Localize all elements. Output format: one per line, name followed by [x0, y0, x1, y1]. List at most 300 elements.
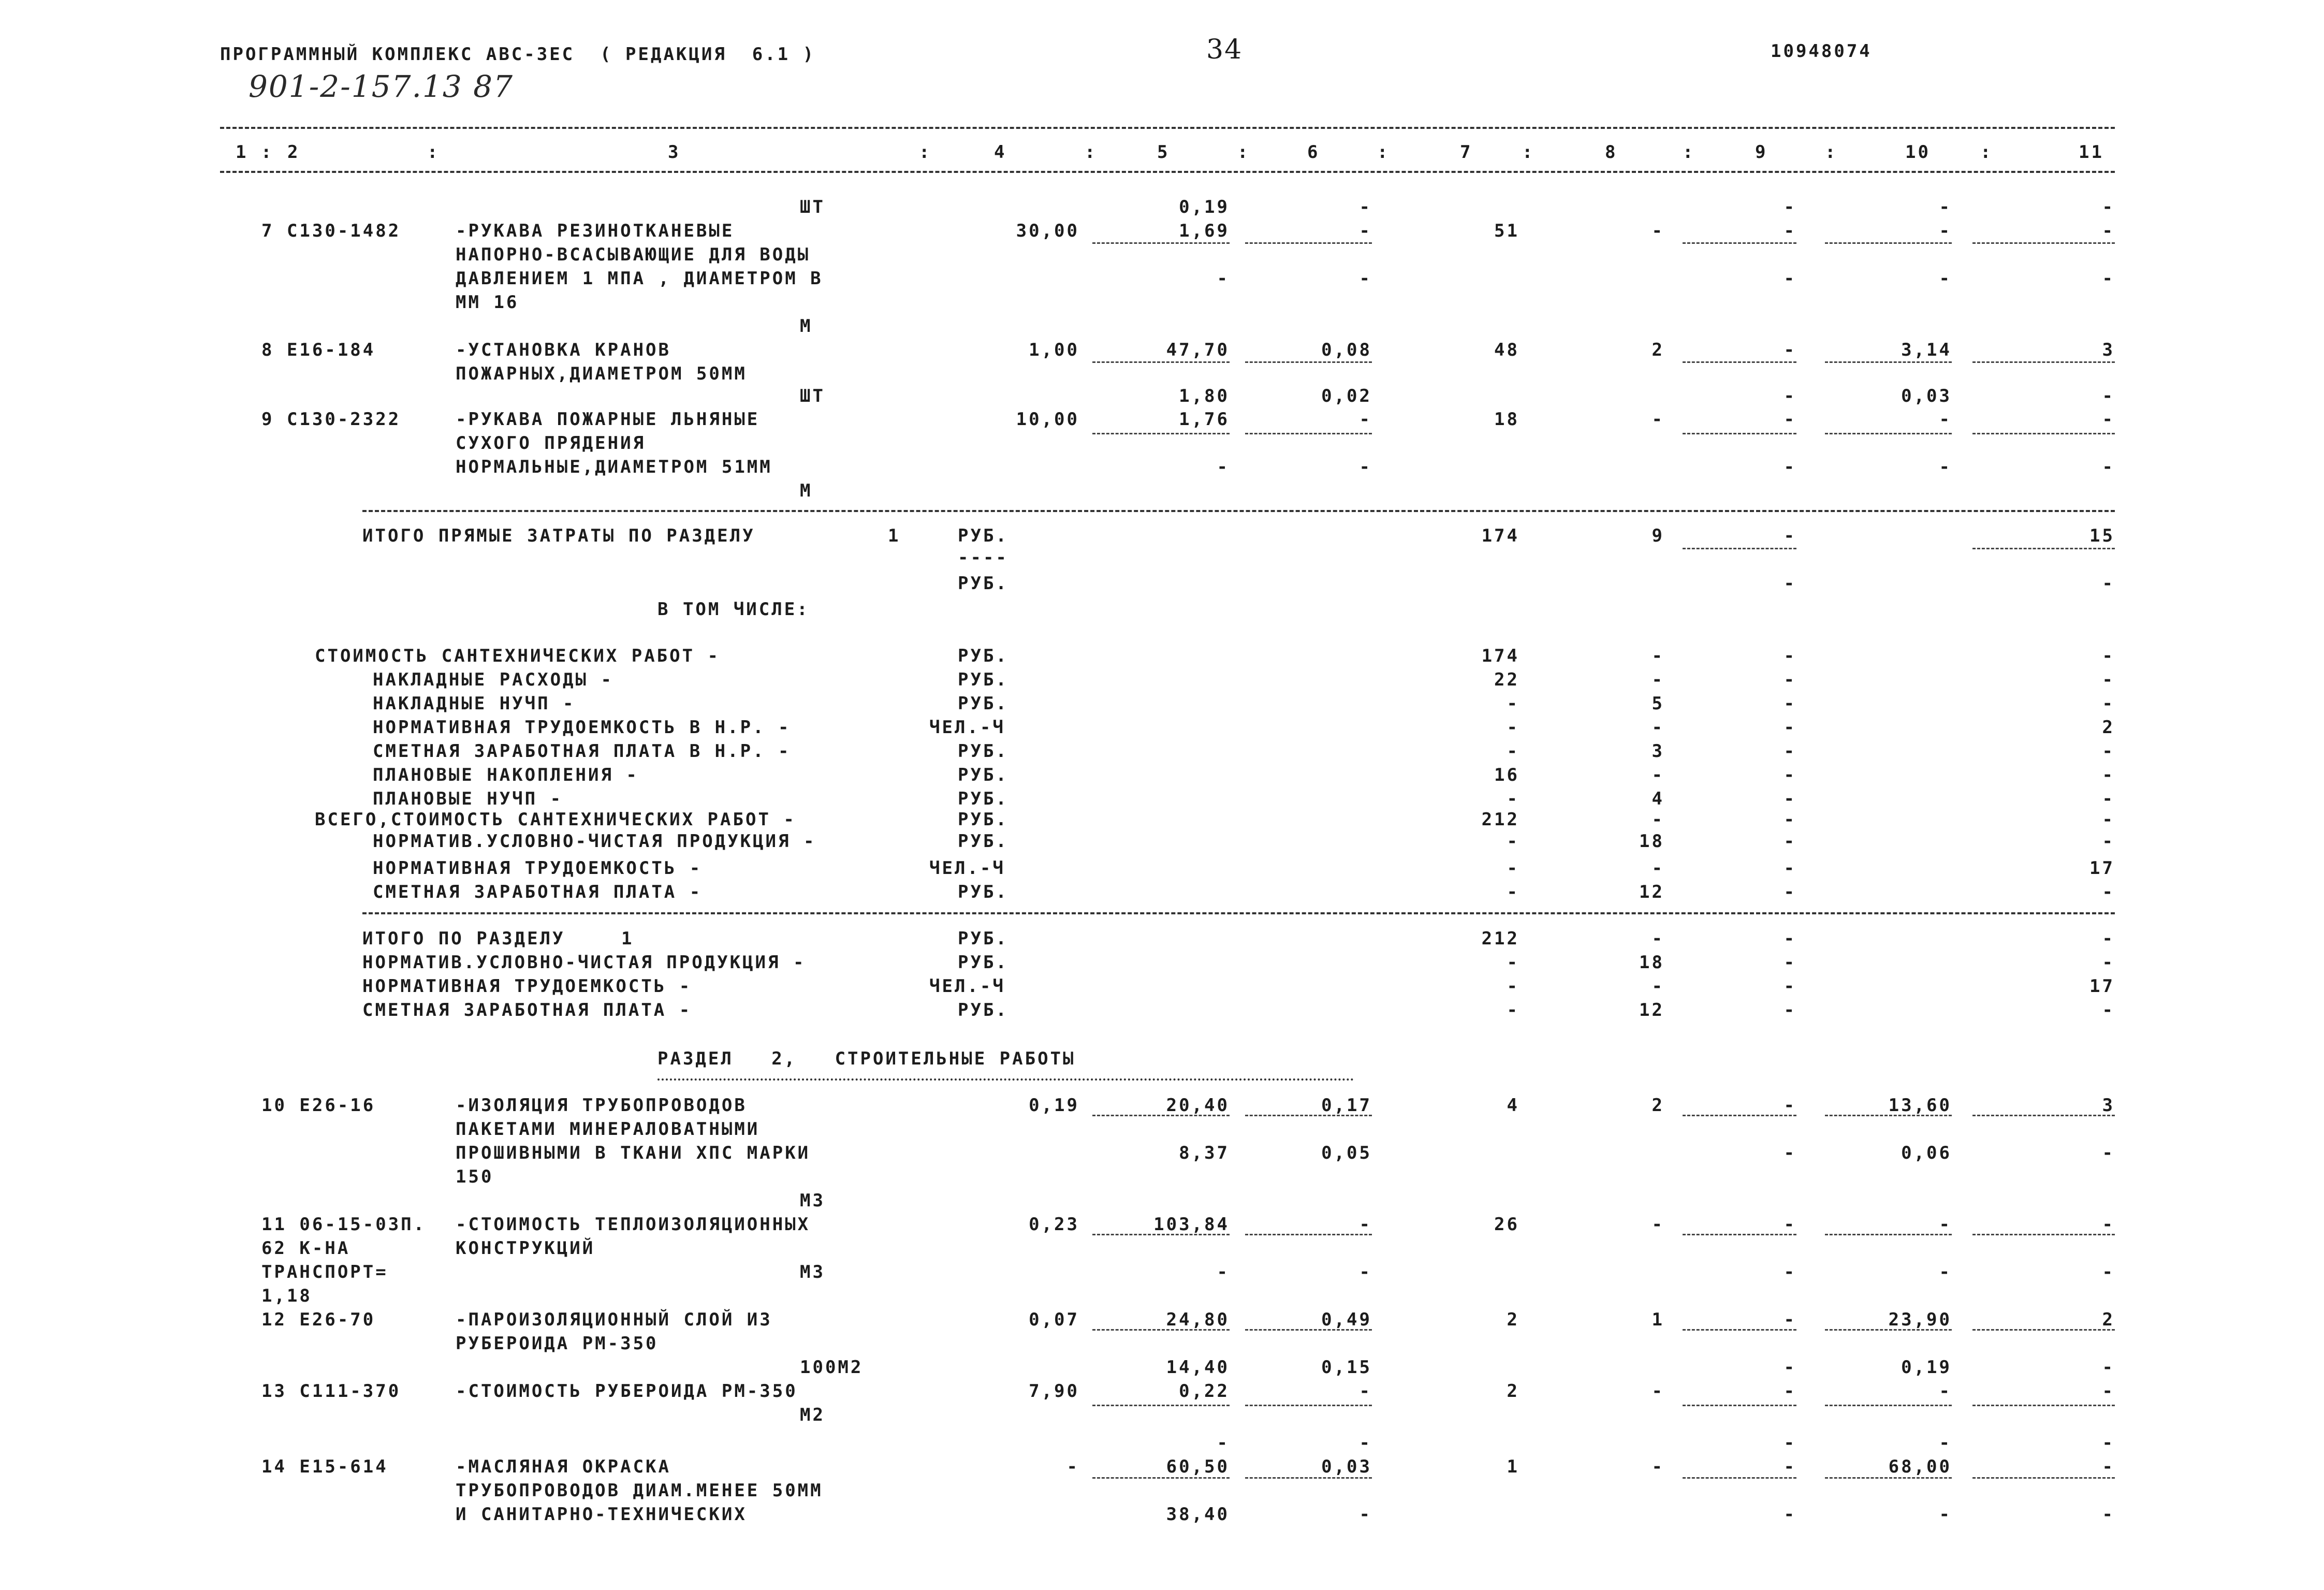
breakdown-3-c9: -: [1784, 717, 1796, 738]
column-header-2: :: [427, 142, 440, 163]
section-total-2-c8: -: [1651, 976, 1664, 997]
breakdown-5-c7: 16: [1494, 765, 1519, 785]
row-11-c5: -: [1217, 457, 1230, 477]
section-total-1-c7: -: [1507, 952, 1519, 973]
sub-rule-28: [1245, 1329, 1372, 1331]
sub-rule-39: [1683, 1477, 1796, 1479]
breakdown-0-c9: -: [1784, 646, 1796, 666]
section-total-unit-3: РУБ.: [958, 1000, 1008, 1020]
row2-15-c6: 0,03: [1321, 1456, 1372, 1477]
row-9-c8: -: [1651, 409, 1664, 430]
row-3-c5: -: [1217, 268, 1230, 289]
section-total-0-c7: 212: [1481, 928, 1519, 949]
row2-code-15: 14 Е15-614: [261, 1456, 388, 1477]
section-total-0-c9: -: [1784, 928, 1796, 949]
section-2-underline: [657, 1078, 1354, 1081]
row-desc-10: СУХОГО ПРЯДЕНИЯ: [456, 433, 646, 454]
column-header-13: 8: [1605, 142, 1618, 163]
row-0-c9: -: [1784, 197, 1796, 217]
section-total-1-c8: 18: [1639, 952, 1664, 973]
row2-17-c10: -: [1939, 1504, 1952, 1525]
breakdown-label-0: СТОИМОСТЬ САНТЕХНИЧЕСКИХ РАБОТ -: [315, 646, 721, 666]
row-unit-8: ШТ: [800, 386, 825, 406]
row2-2-c10: 0,06: [1901, 1143, 1952, 1163]
breakdown-2-c8: 5: [1651, 693, 1664, 714]
breakdown-4-c7: -: [1507, 741, 1519, 762]
column-header-3: 3: [668, 142, 681, 163]
row2-code-5: 11 06-15-03П.: [261, 1214, 427, 1235]
sub-rule-20: [1825, 1115, 1952, 1116]
row-desc-2: НАПОРНО-ВСАСЫВАЮЩИЕ ДЛЯ ВОДЫ: [456, 244, 811, 265]
row-6-c5: 47,70: [1166, 340, 1230, 360]
totals-label-0: ИТОГО ПРЯМЫЕ ЗАТРАТЫ ПО РАЗДЕЛУ: [362, 526, 755, 546]
row2-5-c5: 103,84: [1153, 1214, 1230, 1235]
row2-12-c11: -: [2102, 1381, 2115, 1402]
row-9-c4: 10,00: [1016, 409, 1079, 430]
column-header-1: 2: [287, 142, 300, 163]
row-0-c5: 0,19: [1179, 197, 1230, 217]
column-header-8: :: [1237, 142, 1250, 163]
row2-14-c6: -: [1359, 1433, 1372, 1453]
breakdown-10-c9: -: [1784, 882, 1796, 902]
row2-5-c10: -: [1939, 1214, 1952, 1235]
section-total-num-0: 1: [621, 928, 634, 949]
row-1-c7: 51: [1494, 221, 1519, 241]
row2-14-c10: -: [1939, 1433, 1952, 1453]
row2-unit-4: М3: [800, 1190, 825, 1211]
breakdown-unit-4: РУБ.: [958, 741, 1008, 762]
sub-rule-4: [1972, 242, 2115, 244]
row2-17-c5: 38,40: [1166, 1504, 1230, 1525]
breakdown-unit-3: ЧЕЛ.-Ч: [929, 717, 1005, 738]
column-header-19: 11: [2079, 142, 2104, 163]
breakdown-label-10: СМЕТНАЯ ЗАРАБОТНАЯ ПЛАТА -: [373, 882, 703, 902]
row2-14-c9: -: [1784, 1433, 1796, 1453]
sub-rule-35: [1825, 1405, 1952, 1406]
row2-15-c9: -: [1784, 1456, 1796, 1477]
table-header-rule: [220, 171, 2115, 173]
row-6-c10: 3,14: [1901, 340, 1952, 360]
breakdown-7-c9: -: [1784, 809, 1796, 830]
sub-rule-41: [1972, 1477, 2115, 1479]
row-3-c10: -: [1939, 268, 1952, 289]
sub-rule-17: [1092, 1115, 1230, 1116]
sub-rule-24: [1683, 1234, 1796, 1235]
breakdown-1-c7: 22: [1494, 669, 1519, 690]
row2-desc-15: -МАСЛЯНАЯ ОКРАСКА: [456, 1456, 671, 1477]
row-6-c7: 48: [1494, 340, 1519, 360]
row-code-1: 7 С130-1482: [261, 221, 401, 241]
column-header-9: 6: [1307, 142, 1320, 163]
row-9-c5: 1,76: [1179, 409, 1230, 430]
breakdown-unit-10: РУБ.: [958, 882, 1008, 902]
breakdown-label-9: НОРМАТИВНАЯ ТРУДОЕМКОСТЬ -: [373, 858, 703, 879]
breakdown-1-c11: -: [2102, 669, 2115, 690]
breakdown-10-c7: -: [1507, 882, 1519, 902]
sub-rule-11: [1245, 433, 1372, 434]
row2-9-c8: 1: [1651, 1309, 1664, 1330]
row2-12-c9: -: [1784, 1381, 1796, 1402]
breakdown-2-c9: -: [1784, 693, 1796, 714]
section-total-3-c8: 12: [1639, 1000, 1664, 1020]
section-total-label-3: СМЕТНАЯ ЗАРАБОТНАЯ ПЛАТА -: [362, 1000, 692, 1020]
sub-rule-37: [1092, 1477, 1230, 1479]
totals-rule: [362, 510, 2115, 512]
section-total-unit-0: РУБ.: [958, 928, 1008, 949]
breakdown-unit-1: РУБ.: [958, 669, 1008, 690]
breakdown-unit-6: РУБ.: [958, 789, 1008, 809]
column-header-6: :: [1085, 142, 1098, 163]
row-desc-1: -РУКАВА РЕЗИНОТКАНЕВЫЕ: [456, 221, 735, 241]
row-6-c8: 2: [1651, 340, 1664, 360]
section-total-2-c9: -: [1784, 976, 1796, 997]
sub-rule-21: [1972, 1115, 2115, 1116]
row2-desc-1: ПАКЕТАМИ МИНЕРАЛОВАТНЫМИ: [456, 1119, 760, 1140]
breakdown-8-c9: -: [1784, 831, 1796, 852]
breakdown-label-4: СМЕТНАЯ ЗАРАБОТНАЯ ПЛАТА В Н.Р. -: [373, 741, 791, 762]
sub-rule-27: [1092, 1329, 1230, 1331]
totals-2-c9: -: [1784, 573, 1796, 594]
section-total-0-c11: -: [2102, 928, 2115, 949]
row-0-c10: -: [1939, 197, 1952, 217]
row-11-c6: -: [1359, 457, 1372, 477]
row2-unit-13: М2: [800, 1405, 825, 1425]
breakdown-6-c7: -: [1507, 789, 1519, 809]
section-total-1-c11: -: [2102, 952, 2115, 973]
row2-2-c5: 8,37: [1179, 1143, 1230, 1163]
column-header-0: 1 :: [236, 142, 274, 163]
sub-rule-36: [1972, 1405, 2115, 1406]
row2-11-c9: -: [1784, 1357, 1796, 1378]
breakdown-4-c11: -: [2102, 741, 2115, 762]
row-unit-5: М: [800, 316, 813, 337]
row-11-c10: -: [1939, 457, 1952, 477]
row2-5-c6: -: [1359, 1214, 1372, 1235]
row2-5-c4: 0,23: [1029, 1214, 1079, 1235]
row2-desc-3: 150: [456, 1166, 494, 1187]
row2-9-c4: 0,07: [1029, 1309, 1079, 1330]
column-header-7: 5: [1157, 142, 1170, 163]
breakdown-unit-5: РУБ.: [958, 765, 1008, 785]
row-9-c6: -: [1359, 409, 1372, 430]
row2-17-c11: -: [2102, 1504, 2115, 1525]
totals-0-c11: 15: [2089, 526, 2115, 546]
breakdown-10-c11: -: [2102, 882, 2115, 902]
sub-rule-26: [1972, 1234, 2115, 1235]
totals-unit-1: ----: [958, 547, 1008, 568]
row-3-c9: -: [1784, 268, 1796, 289]
row-6-c11: 3: [2102, 340, 2115, 360]
sub-rule-8: [1825, 361, 1952, 363]
breakdown-3-c7: -: [1507, 717, 1519, 738]
row2-17-c6: -: [1359, 1504, 1372, 1525]
row2-7-c10: -: [1939, 1262, 1952, 1282]
table-top-rule: [220, 127, 2115, 129]
row-1-c10: -: [1939, 221, 1952, 241]
sub-rule-32: [1092, 1405, 1230, 1406]
section-total-3-c9: -: [1784, 1000, 1796, 1020]
row2-9-c7: 2: [1507, 1309, 1519, 1330]
breakdown-9-c9: -: [1784, 858, 1796, 879]
breakdown-8-c11: -: [2102, 831, 2115, 852]
sub-rule-23: [1245, 1234, 1372, 1235]
breakdown-7-c7: 212: [1481, 809, 1519, 830]
sub-rule-14: [1972, 433, 2115, 434]
breakdown-9-c11: 17: [2089, 858, 2115, 879]
row-code-9: 9 С130-2322: [261, 409, 401, 430]
row2-0-c9: -: [1784, 1095, 1796, 1116]
row2-desc-16: ТРУБОПРОВОДОВ ДИАМ.МЕНЕЕ 50ММ: [456, 1480, 823, 1501]
row-1-c8: -: [1651, 221, 1664, 241]
totals-0-c8: 9: [1651, 526, 1664, 546]
row2-0-c8: 2: [1651, 1095, 1664, 1116]
section-total-3-c11: -: [2102, 1000, 2115, 1020]
breakdown-5-c9: -: [1784, 765, 1796, 785]
breakdown-8-c7: -: [1507, 831, 1519, 852]
row2-2-c11: -: [2102, 1143, 2115, 1163]
row2-15-c10: 68,00: [1888, 1456, 1952, 1477]
breakdown-7-c11: -: [2102, 809, 2115, 830]
row2-14-c5: -: [1217, 1433, 1230, 1453]
row-1-c4: 30,00: [1016, 221, 1079, 241]
row-desc-6: -УСТАНОВКА КРАНОВ: [456, 340, 671, 360]
row-8-c6: 0,02: [1321, 386, 1372, 406]
row2-9-c6: 0,49: [1321, 1309, 1372, 1330]
sub-rule-3: [1825, 242, 1952, 244]
breakdown-10-c8: 12: [1639, 882, 1664, 902]
section-total-1-c9: -: [1784, 952, 1796, 973]
breakdown-4-c8: 3: [1651, 741, 1664, 762]
sub-rule-29: [1683, 1329, 1796, 1331]
sub-rule-9: [1972, 361, 2115, 363]
row2-7-c5: -: [1217, 1262, 1230, 1282]
row-9-c11: -: [2102, 409, 2115, 430]
column-header-16: :: [1825, 142, 1838, 163]
totals-section-num-0: 1: [888, 526, 901, 546]
breakdown-2-c11: -: [2102, 693, 2115, 714]
row-6-c9: -: [1784, 340, 1796, 360]
breakdown-9-c7: -: [1507, 858, 1519, 879]
totals-0-c7: 174: [1481, 526, 1519, 546]
totals-0-c9: -: [1784, 526, 1796, 546]
sub-rule-5: [1092, 361, 1230, 363]
breakdown-label-1: НАКЛАДНЫЕ РАСХОДЫ -: [373, 669, 613, 690]
row-6-c6: 0,08: [1321, 340, 1372, 360]
breakdown-unit-0: РУБ.: [958, 646, 1008, 666]
row-1-c9: -: [1784, 221, 1796, 241]
sub-rule-15: [1683, 548, 1796, 549]
section-total-label-0: ИТОГО ПО РАЗДЕЛУ: [362, 928, 565, 949]
row2-code-6: 62 К-НА: [261, 1238, 350, 1259]
row-8-c5: 1,80: [1179, 386, 1230, 406]
section-total-label-1: НОРМАТИВ.УСЛОВНО-ЧИСТАЯ ПРОДУКЦИЯ -: [362, 952, 806, 973]
row-desc-4: ММ 16: [456, 292, 519, 313]
row2-0-c4: 0,19: [1029, 1095, 1079, 1116]
section-total-0-c8: -: [1651, 928, 1664, 949]
row2-desc-12: -СТОИМОСТЬ РУБЕРОИДА РМ-350: [456, 1381, 798, 1402]
breakdown-unit-2: РУБ.: [958, 693, 1008, 714]
breakdown-label-5: ПЛАНОВЫЕ НАКОПЛЕНИЯ -: [373, 765, 639, 785]
row2-desc-6: КОНСТРУКЦИЙ: [456, 1238, 595, 1259]
sub-rule-38: [1245, 1477, 1372, 1479]
row-desc-3: ДАВЛЕНИЕМ 1 МПА , ДИАМЕТРОМ В: [456, 268, 823, 289]
breakdown-end-rule: [362, 912, 2115, 914]
handwritten-project-number: 901-2-157.13 87: [249, 69, 514, 104]
column-header-10: :: [1377, 142, 1390, 163]
sub-rule-33: [1245, 1405, 1372, 1406]
breakdown-label-8: НОРМАТИВ.УСЛОВНО-ЧИСТАЯ ПРОДУКЦИЯ -: [373, 831, 816, 852]
row2-desc-10: РУБЕРОИДА РМ-350: [456, 1333, 659, 1354]
breakdown-unit-8: РУБ.: [958, 831, 1008, 852]
section-total-unit-1: РУБ.: [958, 952, 1008, 973]
row2-15-c7: 1: [1507, 1456, 1519, 1477]
row2-12-c4: 7,90: [1029, 1381, 1079, 1402]
section-total-unit-2: ЧЕЛ.-Ч: [929, 976, 1005, 997]
sub-rule-0: [1092, 242, 1230, 244]
row-9-c9: -: [1784, 409, 1796, 430]
breakdown-2-c7: -: [1507, 693, 1519, 714]
row2-11-c11: -: [2102, 1357, 2115, 1378]
row2-15-c11: -: [2102, 1456, 2115, 1477]
row2-12-c5: 0,22: [1179, 1381, 1230, 1402]
sub-rule-40: [1825, 1477, 1952, 1479]
breakdown-unit-9: ЧЕЛ.-Ч: [929, 858, 1005, 879]
row2-unit-11: 100М2: [800, 1357, 864, 1378]
sub-rule-7: [1683, 361, 1796, 363]
page-number: 34: [1206, 34, 1243, 65]
sub-rule-25: [1825, 1234, 1952, 1235]
row2-code-8: 1,18: [261, 1286, 312, 1306]
row-1-c5: 1,69: [1179, 221, 1230, 241]
row2-5-c9: -: [1784, 1214, 1796, 1235]
row2-desc-0: -ИЗОЛЯЦИЯ ТРУБОПРОВОДОВ: [456, 1095, 747, 1116]
row2-0-c7: 4: [1507, 1095, 1519, 1116]
breakdown-6-c9: -: [1784, 789, 1796, 809]
row2-14-c11: -: [2102, 1433, 2115, 1453]
row2-code-12: 13 С111-370: [261, 1381, 401, 1402]
breakdown-6-c8: 4: [1651, 789, 1664, 809]
column-header-4: :: [919, 142, 932, 163]
row2-12-c7: 2: [1507, 1381, 1519, 1402]
row2-5-c8: -: [1651, 1214, 1664, 1235]
row2-15-c4: -: [1066, 1456, 1079, 1477]
row-6-c4: 1,00: [1029, 340, 1079, 360]
sub-rule-13: [1825, 433, 1952, 434]
row-8-c11: -: [2102, 386, 2115, 406]
totals-2-c11: -: [2102, 573, 2115, 594]
sub-rule-34: [1683, 1405, 1796, 1406]
row2-desc-2: ПРОШИВНЫМИ В ТКАНИ ХПС МАРКИ: [456, 1143, 811, 1163]
column-header-5: 4: [994, 142, 1007, 163]
breakdown-0-c11: -: [2102, 646, 2115, 666]
row2-0-c11: 3: [2102, 1095, 2115, 1116]
breakdown-label-2: НАКЛАДНЫЕ НУЧП -: [373, 693, 576, 714]
breakdown-5-c11: -: [2102, 765, 2115, 785]
column-header-11: 7: [1460, 142, 1473, 163]
breakdown-1-c8: -: [1651, 669, 1664, 690]
row2-9-c5: 24,80: [1166, 1309, 1230, 1330]
row-0-c6: -: [1359, 197, 1372, 217]
sub-rule-6: [1245, 361, 1372, 363]
breakdown-0-c8: -: [1651, 646, 1664, 666]
sub-rule-22: [1092, 1234, 1230, 1235]
row2-0-c5: 20,40: [1166, 1095, 1230, 1116]
row-unit-0: ШТ: [800, 197, 825, 217]
row2-code-0: 10 Е26-16: [261, 1095, 376, 1116]
totals-unit-0: РУБ.: [958, 526, 1008, 546]
breakdown-3-c11: 2: [2102, 717, 2115, 738]
program-title: ПРОГРАММНЫЙ КОМПЛЕКС АВС-ЗЕС ( РЕДАКЦИЯ 6.1 ): [220, 44, 816, 65]
row2-11-c6: 0,15: [1321, 1357, 1372, 1378]
row-desc-7: ПОЖАРНЫХ,ДИАМЕТРОМ 50ММ: [456, 363, 747, 384]
column-header-14: :: [1683, 142, 1696, 163]
breakdown-unit-7: РУБ.: [958, 809, 1008, 830]
sub-rule-19: [1683, 1115, 1796, 1116]
sub-rule-16: [1972, 548, 2115, 549]
row-desc-11: НОРМАЛЬНЫЕ,ДИАМЕТРОМ 51ММ: [456, 457, 772, 477]
row-8-c9: -: [1784, 386, 1796, 406]
row2-0-c6: 0,17: [1321, 1095, 1372, 1116]
breakdown-7-c8: -: [1651, 809, 1664, 830]
breakdown-label-6: ПЛАНОВЫЕ НУЧП -: [373, 789, 563, 809]
row-desc-9: -РУКАВА ПОЖАРНЫЕ ЛЬНЯНЫЕ: [456, 409, 760, 430]
row2-11-c5: 14,40: [1166, 1357, 1230, 1378]
document-code: 10948074: [1771, 41, 1872, 62]
row2-0-c10: 13,60: [1888, 1095, 1952, 1116]
row2-9-c11: 2: [2102, 1309, 2115, 1330]
row-code-6: 8 Е16-184: [261, 340, 376, 360]
row2-12-c6: -: [1359, 1381, 1372, 1402]
row-11-c9: -: [1784, 457, 1796, 477]
sub-rule-30: [1825, 1329, 1952, 1331]
row-3-c6: -: [1359, 268, 1372, 289]
sub-rule-1: [1245, 242, 1372, 244]
row2-7-c11: -: [2102, 1262, 2115, 1282]
row2-desc-5: -СТОИМОСТЬ ТЕПЛОИЗОЛЯЦИОННЫХ: [456, 1214, 811, 1235]
row2-15-c5: 60,50: [1166, 1456, 1230, 1477]
row2-desc-17: И САНИТАРНО-ТЕХНИЧЕСКИХ: [456, 1504, 747, 1525]
row2-7-c6: -: [1359, 1262, 1372, 1282]
breakdown-label-3: НОРМАТИВНАЯ ТРУДОЕМКОСТЬ В Н.Р. -: [373, 717, 791, 738]
row2-12-c10: -: [1939, 1381, 1952, 1402]
row2-code-7: ТРАНСПОРТ=: [261, 1262, 388, 1282]
row-9-c10: -: [1939, 409, 1952, 430]
row2-11-c10: 0,19: [1901, 1357, 1952, 1378]
section-total-3-c7: -: [1507, 1000, 1519, 1020]
sub-rule-12: [1683, 433, 1796, 434]
section-total-2-c7: -: [1507, 976, 1519, 997]
column-header-15: 9: [1755, 142, 1768, 163]
row2-code-9: 12 Е26-70: [261, 1309, 376, 1330]
breakdown-8-c8: 18: [1639, 831, 1664, 852]
totals-unit-2: РУБ.: [958, 573, 1008, 594]
row2-7-c9: -: [1784, 1262, 1796, 1282]
row2-17-c9: -: [1784, 1504, 1796, 1525]
breakdown-0-c7: 174: [1481, 646, 1519, 666]
section-2-title: РАЗДЕЛ 2, СТРОИТЕЛЬНЫЕ РАБОТЫ: [657, 1048, 1076, 1069]
breakdown-1-c9: -: [1784, 669, 1796, 690]
totals-label-3: В ТОМ ЧИСЛЕ:: [657, 599, 810, 620]
row-unit-12: М: [800, 480, 813, 501]
sub-rule-31: [1972, 1329, 2115, 1331]
row-0-c11: -: [2102, 197, 2115, 217]
breakdown-6-c11: -: [2102, 789, 2115, 809]
row2-unit-7: М3: [800, 1262, 825, 1282]
row2-15-c8: -: [1651, 1456, 1664, 1477]
breakdown-3-c8: -: [1651, 717, 1664, 738]
row-1-c6: -: [1359, 221, 1372, 241]
column-header-12: :: [1522, 142, 1535, 163]
